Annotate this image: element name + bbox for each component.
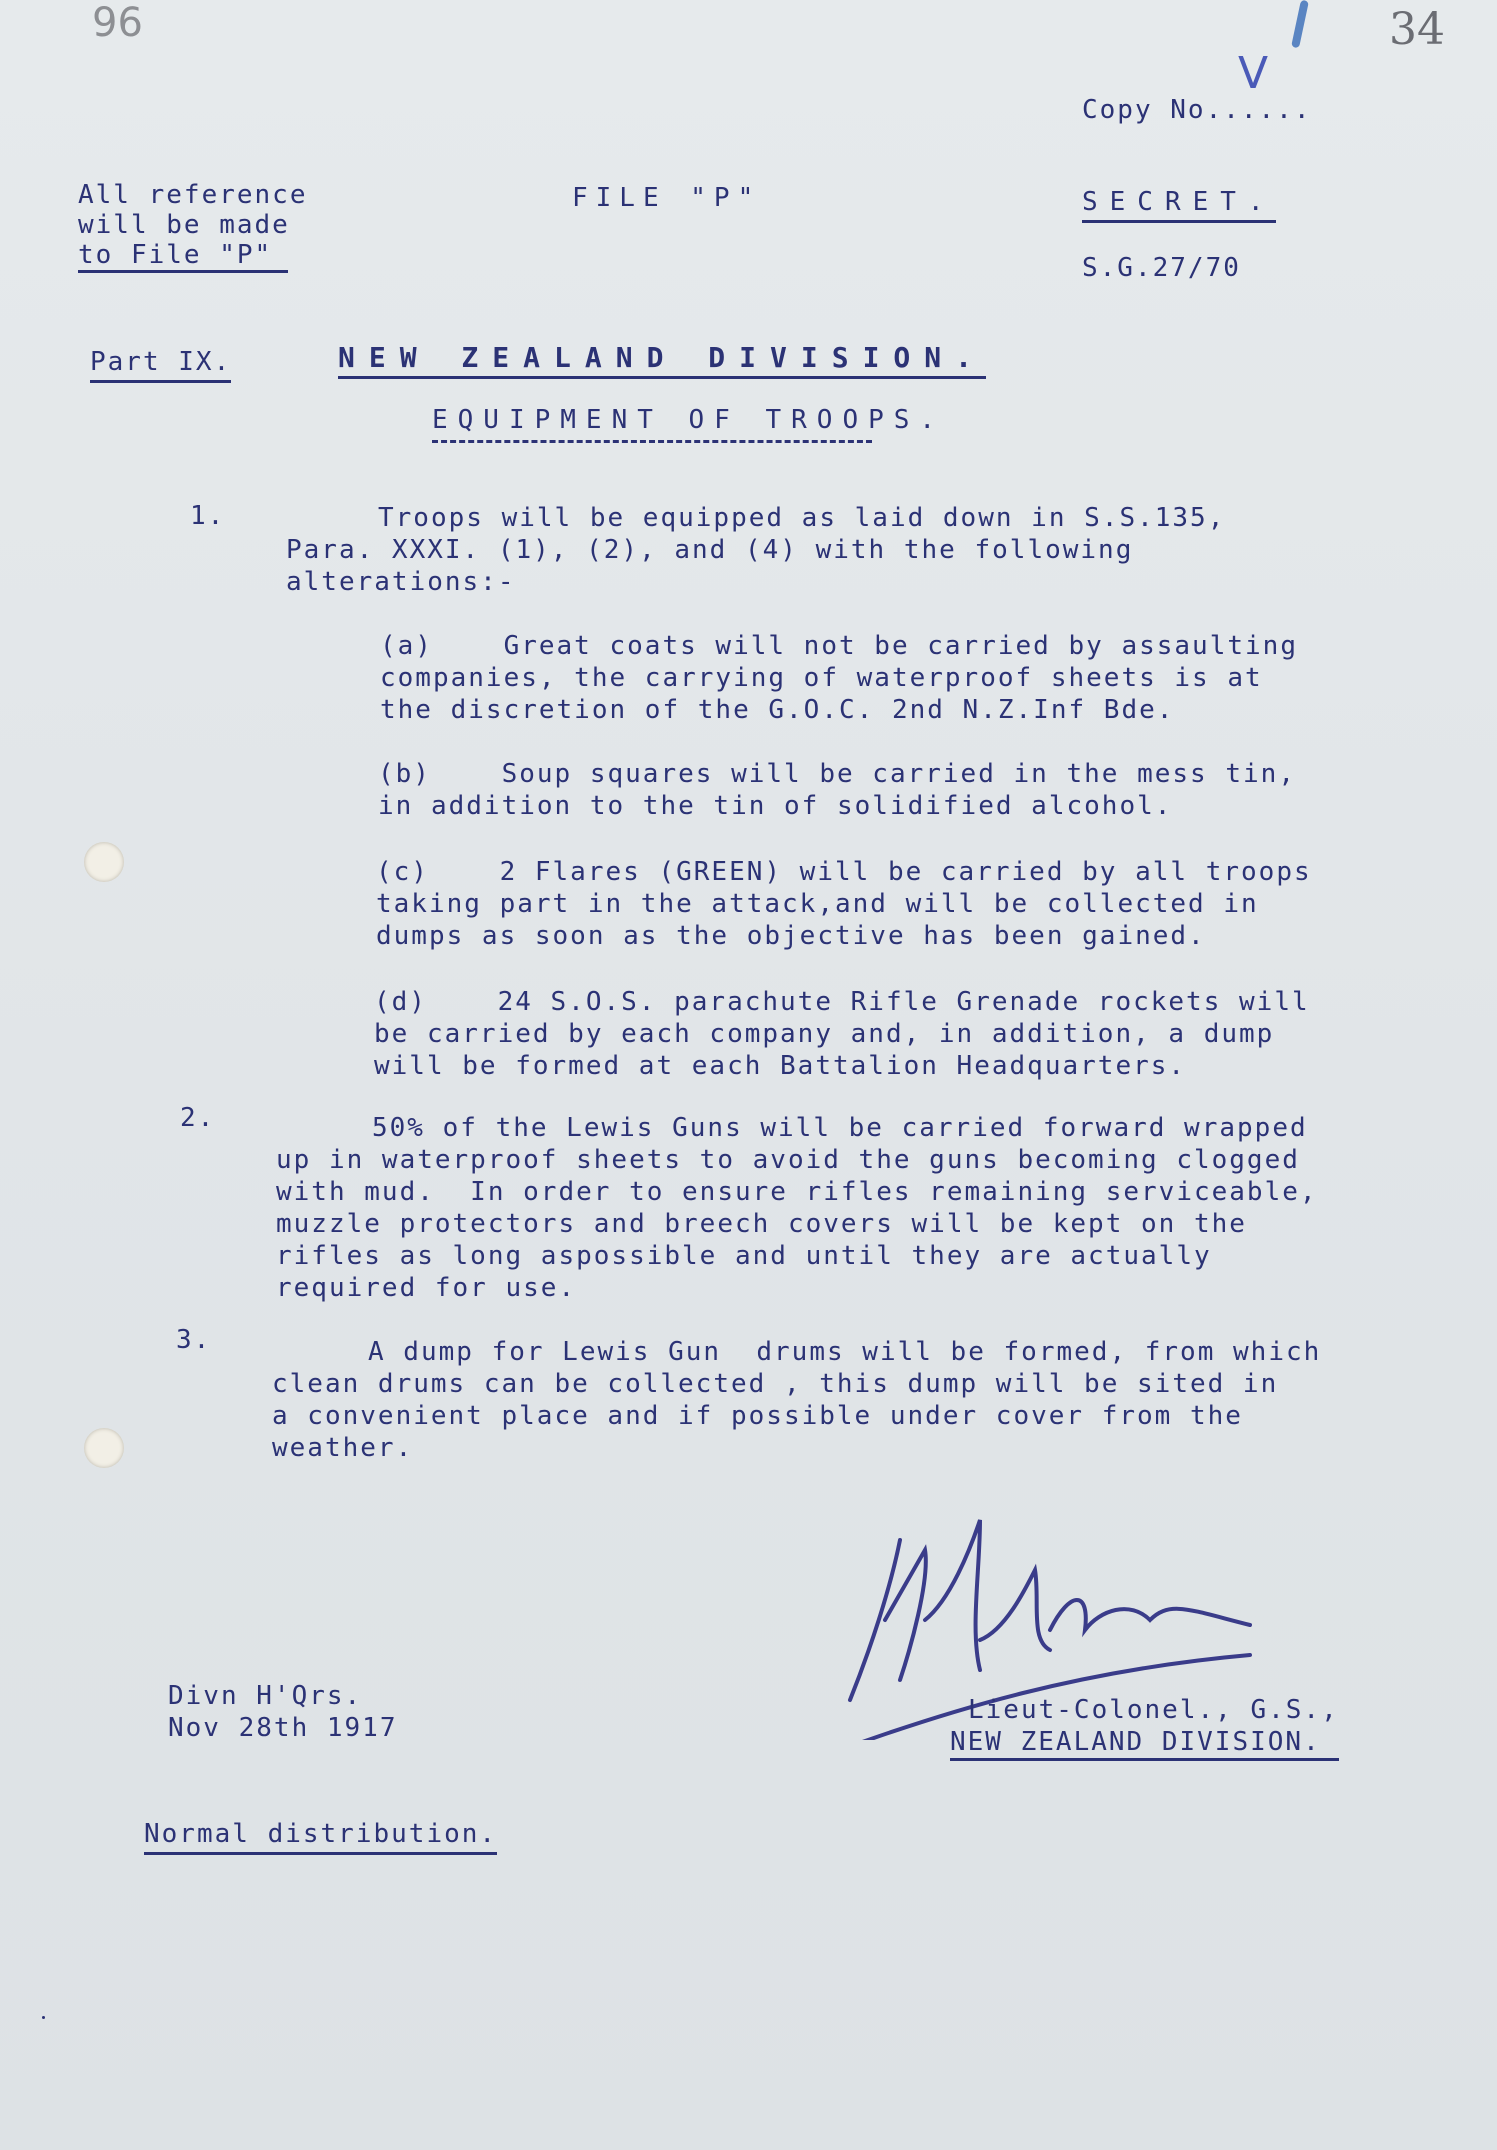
copy-number-mark: V bbox=[1238, 48, 1269, 99]
speck bbox=[42, 2016, 45, 2019]
punch-hole bbox=[84, 842, 124, 882]
part-number: Part IX. bbox=[90, 346, 231, 383]
item-text: Troops will be equipped as laid down in S.S.135, Para. XXXI. (1), (2), and (4) with the following alterations:- bbox=[286, 503, 1226, 597]
punch-hole bbox=[84, 1428, 124, 1468]
secret-classification: SECRET. bbox=[1082, 186, 1276, 223]
item-number: 3. bbox=[176, 1325, 212, 1355]
item-number: 2. bbox=[180, 1103, 216, 1133]
pencil-mark: 96 bbox=[92, 0, 143, 46]
subitem-c: (c) 2 Flares (GREEN) will be carried by all troops taking part in the attack,and will be collected in dumps as soon as the objective has been gained. bbox=[376, 857, 1312, 951]
item-text: A dump for Lewis Gun drums will be formed, from which clean drums can be collected , this dump will be sited in a convenient place and if possible under cover from the weather. bbox=[272, 1337, 1322, 1463]
subitem-b: (b) Soup squares will be carried in the mess tin, in addition to the tin of solidified alcohol. bbox=[378, 759, 1296, 821]
item-number: 1. bbox=[190, 501, 226, 531]
blue-pencil-stroke bbox=[1291, 0, 1309, 48]
copy-number: Copy No...... bbox=[1082, 95, 1312, 125]
heading-rule bbox=[432, 440, 872, 443]
subitem-a: (a) Great coats will not be carried by assaulting companies, the carrying of waterproof sheets is at the discretion of the G.O.C. 2nd N.Z.Inf Bde. bbox=[380, 631, 1298, 725]
subject-heading: EQUIPMENT OF TROOPS. bbox=[432, 405, 946, 435]
signatory-block: Lieut-Colonel., G.S., NEW ZEALAND DIVISION. bbox=[968, 1694, 1339, 1761]
headquarters-block: Divn H'Qrs. Nov 28th 1917 bbox=[168, 1681, 398, 1743]
distribution-note: Normal distribution. bbox=[144, 1818, 497, 1855]
division-heading: NEW ZEALAND DIVISION. bbox=[338, 342, 986, 379]
item-text: 50% of the Lewis Guns will be carried forward wrapped up in waterproof sheets to avoid the guns becoming clogged with mud. In order to ensure rifles remaining serviceable, muzzle protectors and breech covers will be kept on the rifles as long aspossible and until they are actually required for use. bbox=[276, 1113, 1318, 1303]
reference-number: S.G.27/70 bbox=[1082, 253, 1241, 283]
file-label: FILE "P" bbox=[572, 183, 762, 213]
subitem-d: (d) 24 S.O.S. parachute Rifle Grenade rockets will be carried by each company and, in addition, a dump will be formed at each Battalion Headquarters. bbox=[374, 987, 1310, 1081]
page-number: 34 bbox=[1389, 4, 1445, 55]
reference-note: All reference will be made to File "P" bbox=[78, 180, 308, 273]
